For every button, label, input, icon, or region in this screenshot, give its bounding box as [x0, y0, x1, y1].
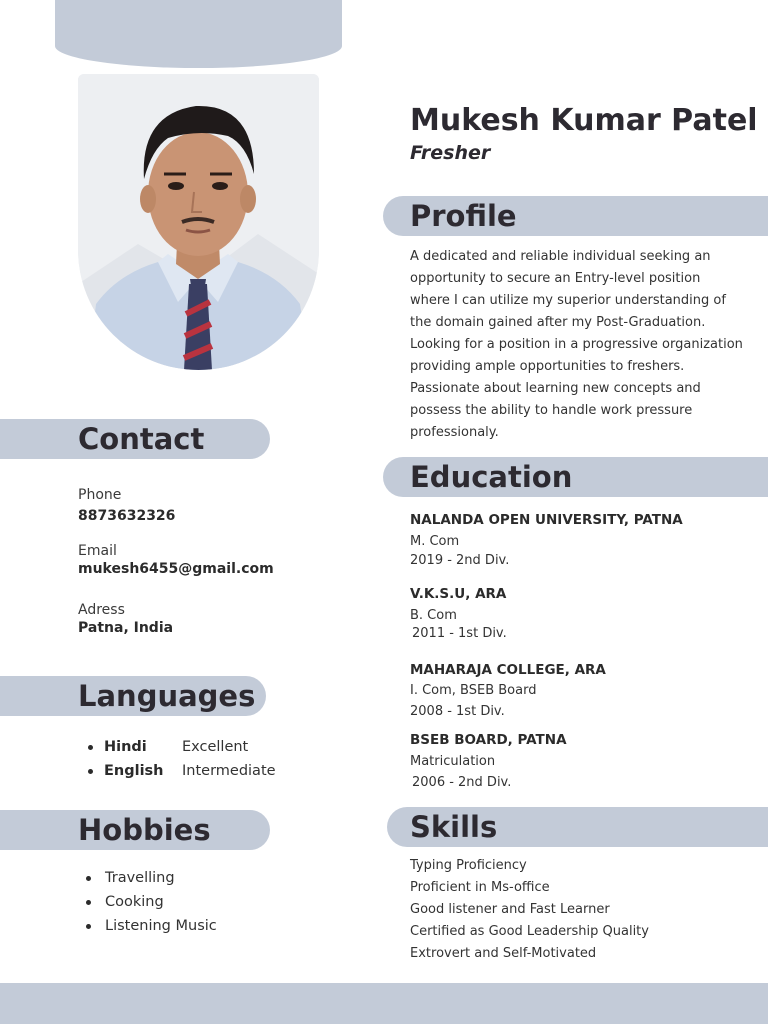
education-degree: B. Com [410, 608, 457, 623]
skill-item: Certified as Good Leadership Quality [410, 924, 649, 939]
skills-list [410, 855, 649, 965]
profile-line: possess the ability to handle work pressure [410, 403, 693, 418]
skill-item: Proficient in Ms-office [410, 880, 550, 895]
language-item [78, 759, 338, 783]
top-decor-band [55, 0, 342, 68]
language-level: Excellent [182, 739, 249, 755]
phone-value: 8873632326 [78, 508, 176, 524]
profile-heading-bar [383, 196, 768, 236]
address-label: Adress [78, 602, 125, 618]
skills-heading-bar [387, 807, 768, 847]
profile-line: Passionate about learning new concepts and [410, 381, 701, 396]
skill-item: Typing Proficiency [410, 858, 527, 873]
profile-line: Looking for a position in a progressive organization [410, 337, 743, 352]
languages-heading: Languages [78, 679, 256, 713]
candidate-role: Fresher [410, 142, 491, 164]
profile-line: where I can utilize my superior understanding of [410, 293, 726, 308]
language-name: English [104, 763, 164, 779]
education-institute: BSEB BOARD, PATNA [410, 732, 567, 748]
hobby-item: Cooking [78, 890, 217, 914]
candidate-name: Mukesh Kumar Patel [410, 103, 758, 138]
languages-heading-bar [0, 676, 266, 716]
profile-heading: Profile [410, 199, 517, 233]
hobbies-heading-bar [0, 810, 270, 850]
bullet-icon [88, 769, 93, 774]
education-institute: V.K.S.U, ARA [410, 586, 507, 602]
education-degree: I. Com, BSEB Board [410, 683, 537, 698]
email-label: Email [78, 543, 117, 559]
education-heading: Education [410, 460, 573, 494]
profile-line: professionaly. [410, 425, 499, 440]
phone-label: Phone [78, 487, 122, 503]
education-institute: NALANDA OPEN UNIVERSITY, PATNA [410, 512, 683, 528]
contact-heading: Contact [78, 422, 205, 456]
language-name: Hindi [104, 739, 147, 755]
address-value: Patna, India [78, 620, 174, 636]
education-degree: Matriculation [410, 754, 496, 769]
education-year: 2008 - 1st Div. [410, 704, 505, 719]
skill-item: Extrovert and Self-Motivated [410, 946, 597, 961]
education-institute: MAHARAJA COLLEGE, ARA [410, 662, 606, 678]
hobbies-list [78, 866, 217, 938]
hobby-item: Travelling [78, 866, 217, 890]
profile-line: the domain gained after my Post-Graduation. [410, 315, 706, 330]
profile-summary [410, 246, 760, 444]
profile-line: opportunity to secure an Entry-level position [410, 271, 701, 286]
profile-photo [78, 74, 319, 370]
email-value: mukesh6455@gmail.com [78, 561, 274, 577]
skill-item: Good listener and Fast Learner [410, 902, 610, 917]
hobby-item: Listening Music [78, 914, 217, 938]
education-year: 2006 - 2nd Div. [412, 775, 512, 790]
hobbies-heading: Hobbies [78, 813, 211, 847]
education-year: 2011 - 1st Div. [412, 626, 507, 641]
education-year: 2019 - 2nd Div. [410, 553, 510, 568]
bottom-decor-band [0, 983, 768, 1024]
profile-line: A dedicated and reliable individual seeking an [410, 249, 711, 264]
contact-heading-bar [0, 419, 270, 459]
bullet-icon [88, 745, 93, 750]
skills-heading: Skills [410, 810, 498, 844]
profile-line: providing ample opportunities to freshers. [410, 359, 685, 374]
language-item [78, 735, 338, 759]
education-degree: M. Com [410, 534, 460, 549]
education-heading-bar [383, 457, 768, 497]
language-level: Intermediate [182, 763, 276, 779]
